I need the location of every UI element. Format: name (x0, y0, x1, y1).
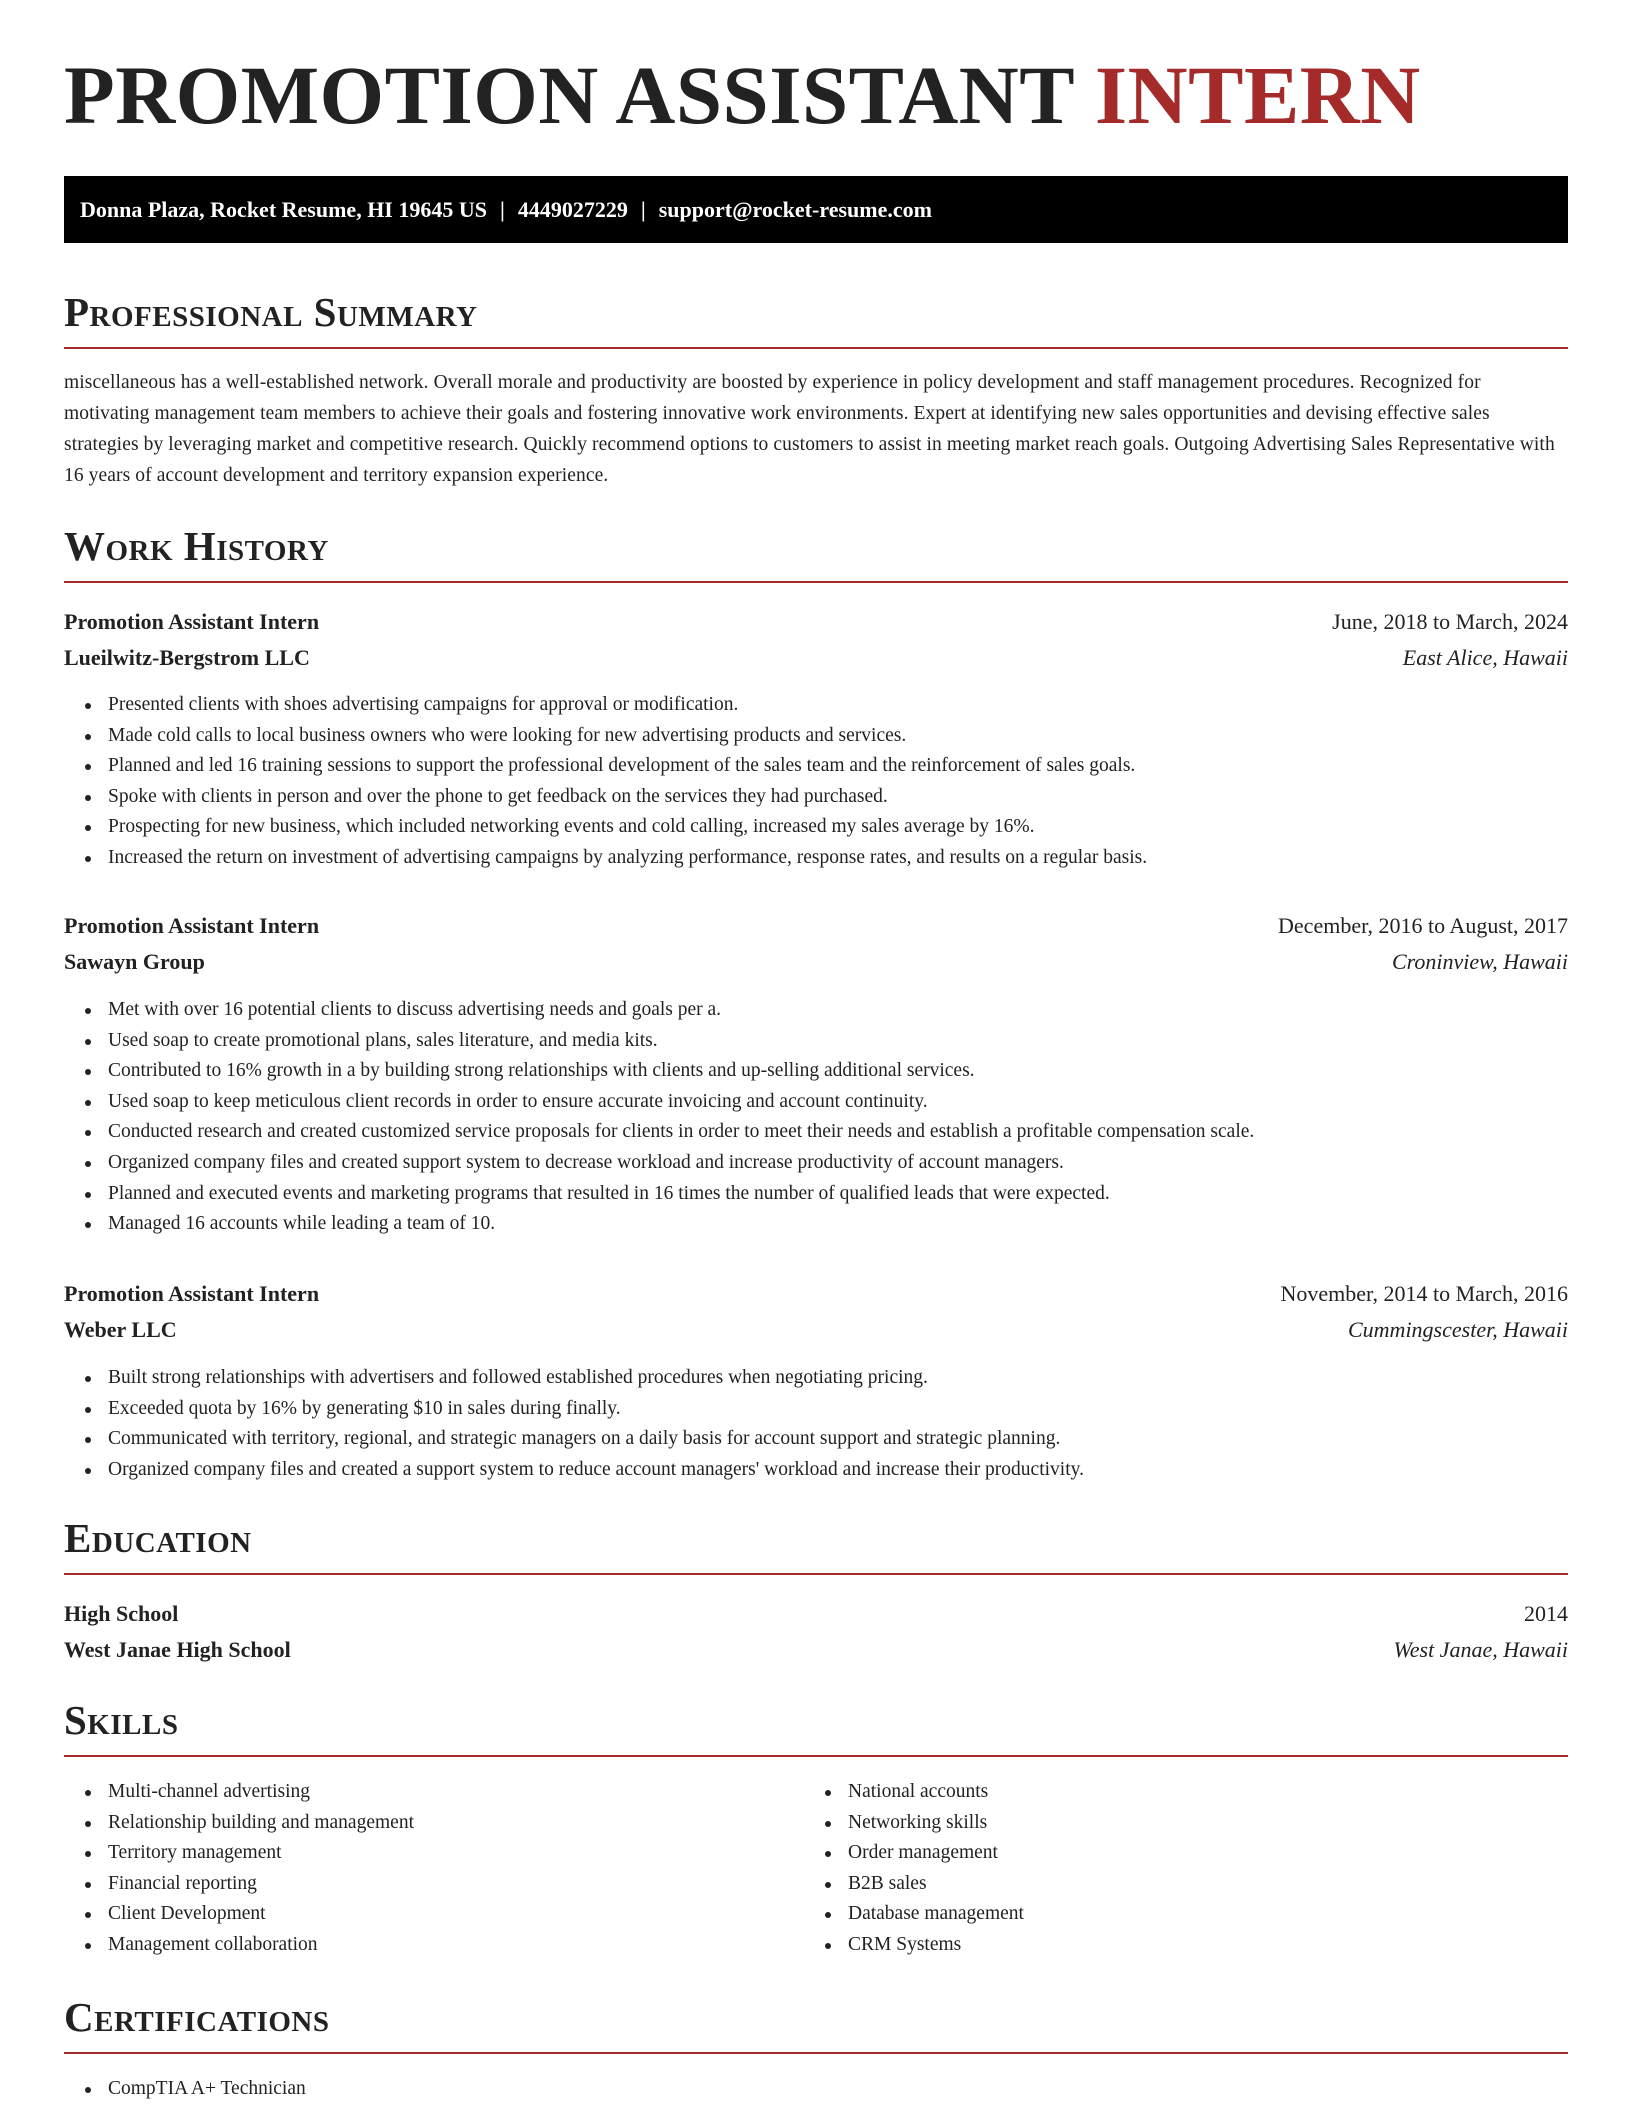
skills-list-left (64, 1777, 808, 1961)
list-item: Communicated with territory, regional, and strategic managers on a daily basis for account support and strategic planning. (108, 1424, 1568, 1455)
list-item: Planned and executed events and marketing programs that resulted in 16 times the number of qualified leads that were expected. (108, 1179, 1568, 1210)
job-dates: December, 2016 to August, 2017 (1278, 913, 1568, 938)
list-item: Relationship building and management (108, 1808, 808, 1839)
contact-separator: | (640, 197, 646, 222)
job-location: Cummingscester, Hawaii (1348, 1317, 1568, 1342)
education-year: 2014 (1524, 1601, 1568, 1626)
job-company: Lueilwitz-Bergstrom LLC (64, 645, 310, 670)
list-item: Networking skills (848, 1808, 1568, 1839)
list-item: Used soap to keep meticulous client records in order to ensure accurate invoicing and account continuity. (108, 1087, 1568, 1118)
job-header (64, 908, 1568, 944)
job-role: Promotion Assistant Intern (64, 913, 320, 938)
job-location: East Alice, Hawaii (1402, 645, 1568, 670)
job-header (64, 1276, 1568, 1312)
list-item: Financial reporting (108, 1869, 808, 1900)
certifications-heading: Certifications (64, 1997, 1568, 2054)
list-item: Met with over 16 potential clients to discuss advertising needs and goals per a. (108, 995, 1568, 1026)
certifications-list (64, 2074, 1568, 2105)
list-item: CompTIA A+ Technician (108, 2074, 1568, 2105)
list-item: Exceeded quota by 16% by generating $10 in sales during finally. (108, 1394, 1568, 1425)
education-school: West Janae High School (64, 1637, 291, 1662)
list-item: B2B sales (848, 1869, 1568, 1900)
list-item: Management collaboration (108, 1930, 808, 1961)
list-item: Presented clients with shoes advertising campaigns for approval or modification. (108, 690, 1568, 721)
list-item: Made cold calls to local business owners who were looking for new advertising products and services. (108, 721, 1568, 752)
list-item: Database management (848, 1899, 1568, 1930)
work-history-heading: Work History (64, 526, 1568, 583)
job-subheader (64, 640, 1568, 676)
job-dates: June, 2018 to March, 2024 (1332, 609, 1568, 634)
resume-name (64, 49, 1421, 141)
skills-heading: Skills (64, 1700, 1568, 1757)
education-subheader (64, 1632, 1568, 1668)
job-location: Croninview, Hawaii (1392, 949, 1568, 974)
summary-text: miscellaneous has a well-established network. Overall morale and productivity are boosted by experience in policy development and staff management procedures. Recognized for motivating management team members to achieve their goals and fostering innovative work environments. Expert at identifying new sales opportunities and devising effective sales strategies by leveraging market and competitive research. Quickly recommend options to customers to assist in meeting market reach goals. Outgoing Advertising Sales Representative with 16 years of account development and territory expansion experience. (64, 372, 1555, 486)
list-item: CRM Systems (848, 1930, 1568, 1961)
name-main: PROMOTION ASSISTANT (64, 49, 1095, 141)
list-item: Spoke with clients in person and over the phone to get feedback on the services they had purchased. (108, 782, 1568, 813)
list-item: Multi-channel advertising (108, 1777, 808, 1808)
job-role: Promotion Assistant Intern (64, 609, 320, 634)
education-degree: High School (64, 1601, 179, 1626)
job-bullets (64, 690, 1568, 874)
contact-bar (64, 176, 1568, 243)
education-header (64, 1596, 1568, 1632)
job-subheader (64, 1312, 1568, 1348)
job-subheader (64, 944, 1568, 980)
job-company: Sawayn Group (64, 949, 205, 974)
job-bullets (64, 1363, 1568, 1485)
list-item: Built strong relationships with advertisers and followed established procedures when negotiating pricing. (108, 1363, 1568, 1394)
list-item: Conducted research and created customized service proposals for clients in order to meet their needs and establish a profitable compensation scale. (108, 1117, 1568, 1148)
list-item: Planned and led 16 training sessions to support the professional development of the sales team and the reinforcement of sales goals. (108, 751, 1568, 782)
skills-list-right (804, 1777, 1568, 1961)
list-item: Client Development (108, 1899, 808, 1930)
contact-address: Donna Plaza, Rocket Resume, HI 19645 US (80, 197, 487, 222)
list-item: Increased the return on investment of advertising campaigns by analyzing performance, response rates, and results on a regular basis. (108, 843, 1568, 874)
job-dates: November, 2014 to March, 2016 (1280, 1281, 1568, 1306)
contact-separator: | (500, 197, 505, 222)
name-accent: INTERN (1094, 49, 1421, 141)
job-role: Promotion Assistant Intern (64, 1281, 320, 1306)
job-header (64, 604, 1568, 640)
job-bullets (64, 995, 1568, 1240)
list-item: Prospecting for new business, which included networking events and cold calling, increased my sales average by 16%. (108, 812, 1568, 843)
list-item: Managed 16 accounts while leading a team of 10. (108, 1209, 1568, 1240)
list-item: Organized company files and created support system to decrease workload and increase productivity of account managers. (108, 1148, 1568, 1179)
contact-phone: 4449027229 (517, 197, 628, 222)
list-item: Territory management (108, 1838, 808, 1869)
list-item: Order management (848, 1838, 1568, 1869)
list-item: Used soap to create promotional plans, sales literature, and media kits. (108, 1026, 1568, 1057)
list-item: Organized company files and created a support system to reduce account managers' workload and increase their productivity. (108, 1455, 1568, 1486)
education-location: West Janae, Hawaii (1393, 1637, 1568, 1662)
summary-heading: Professional Summary (64, 292, 1568, 349)
contact-email: support@rocket-resume.com (658, 197, 932, 222)
education-heading: Education (64, 1518, 1568, 1575)
list-item: National accounts (848, 1777, 1568, 1808)
job-company: Weber LLC (64, 1317, 177, 1342)
list-item: Contributed to 16% growth in a by building strong relationships with clients and up-selling additional services. (108, 1056, 1568, 1087)
